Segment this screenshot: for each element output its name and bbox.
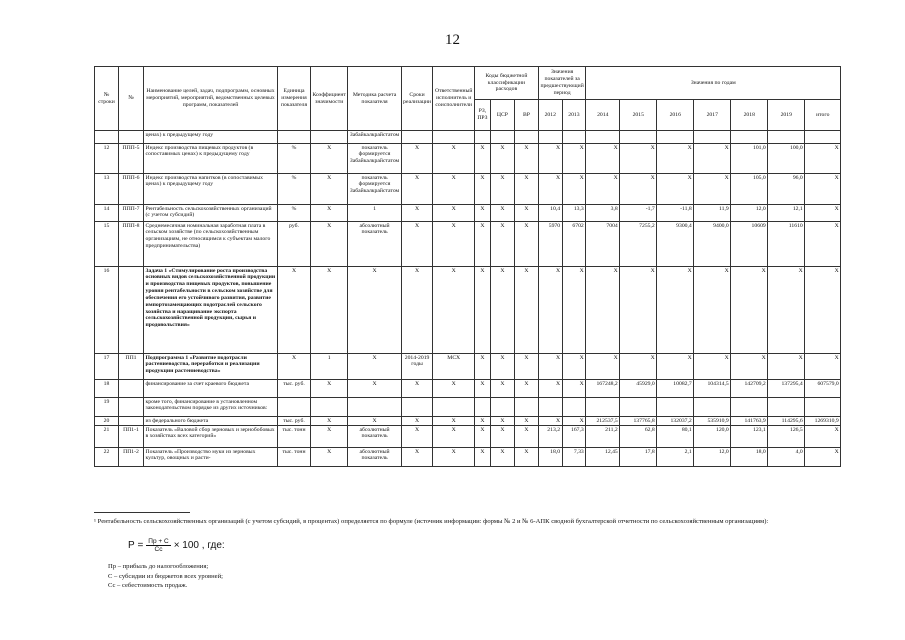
cell-method: абсолютный показатель: [348, 222, 401, 267]
cell-2017: Х: [694, 354, 731, 380]
cell-unit: тыс. руб.: [278, 380, 311, 398]
cell-2017: 12,0: [694, 448, 731, 467]
cell-responsible: Х: [433, 205, 474, 222]
cell-vr: Х: [514, 380, 538, 398]
cell-method: абсолютный показатель: [348, 426, 401, 448]
header-2012: 2012: [538, 100, 562, 131]
cell-code: ПП1-2: [119, 448, 144, 467]
cell-row-number: 18: [95, 380, 119, 398]
legend-item: С – субсидии из бюджетов всех уровней;: [108, 572, 223, 580]
cell-code: [119, 131, 144, 144]
cell-term: Х: [401, 417, 433, 426]
cell-term: Х: [401, 380, 433, 398]
cell-2019: Х: [768, 267, 805, 354]
cell-total: Х: [805, 354, 841, 380]
cell-method: абсолютный показатель: [348, 448, 401, 467]
table-row: [95, 131, 841, 144]
cell-2018: 18,0: [731, 448, 768, 467]
cell-vr: Х: [514, 417, 538, 426]
table-row: [95, 448, 841, 467]
cell-vr: Х: [514, 144, 538, 174]
cell-unit: тыс. тонн: [278, 448, 311, 467]
cell-2014: Х: [586, 267, 620, 354]
cell-code: ППП-5: [119, 144, 144, 174]
cell-coefficient: Х: [311, 426, 348, 448]
cell-2014: 167248,2: [586, 380, 620, 398]
cell-code: ППП-7: [119, 205, 144, 222]
header-2015: 2015: [620, 100, 657, 131]
cell-responsible: [433, 131, 474, 144]
cell-2016: Х: [657, 354, 694, 380]
cell-method: Х: [348, 354, 401, 380]
cell-code: ПП1: [119, 354, 144, 380]
cell-2019: [768, 131, 805, 144]
cell-2018: 123,1: [731, 426, 768, 448]
header-responsible: Ответственный исполнитель и соисполнители: [433, 67, 474, 131]
cell-2018: [731, 398, 768, 417]
cell-2014: Х: [586, 144, 620, 174]
cell-2015: 137765,8: [620, 417, 657, 426]
legend-item: Сс – себестоимость продаж.: [108, 582, 188, 590]
cell-vr: Х: [514, 222, 538, 267]
profitability-formula: [128, 538, 225, 553]
cell-2013: Х: [562, 354, 586, 380]
cell-total: Х: [805, 144, 841, 174]
page-number: 12: [445, 32, 460, 48]
cell-coefficient: Х: [311, 267, 348, 354]
cell-code: ПП1-1: [119, 426, 144, 448]
cell-2019: 114295,6: [768, 417, 805, 426]
cell-responsible: [433, 398, 474, 417]
cell-coefficient: Х: [311, 448, 348, 467]
cell-2012: Х: [538, 144, 562, 174]
cell-2018: 10609: [731, 222, 768, 267]
cell-rz: Х: [474, 417, 490, 426]
cell-2015: -1,7: [620, 205, 657, 222]
cell-2018: 105,0: [731, 174, 768, 205]
cell-name: Задача 1 «Стимулирование роста производства основных видов сельскохозяйственной продукции и производства пищевых продуктов, повышение уровня рентабельности в сельском хозяйстве для обеспечения его устойчивого развития, развитие импортозамещающих подотраслей сельского хозяйства и наращивание экспорта сельскохозяйственной продукции, сырья и продовольствия»: [144, 267, 278, 354]
table-row: [95, 426, 841, 448]
cell-method: показатель формируется Забайкалкрайстатом: [348, 144, 401, 174]
cell-unit: Х: [278, 267, 311, 354]
header-rz: РЗ, ПРЗ: [474, 100, 490, 131]
cell-2019: 12,1: [768, 205, 805, 222]
cell-rz: Х: [474, 426, 490, 448]
cell-2016: 9300,4: [657, 222, 694, 267]
cell-2015: [620, 131, 657, 144]
cell-unit: %: [278, 144, 311, 174]
cell-csr: Х: [490, 354, 514, 380]
header-csr: ЦСР: [490, 100, 514, 131]
cell-2012: 10,4: [538, 205, 562, 222]
cell-2012: [538, 131, 562, 144]
table-row: [95, 380, 841, 398]
cell-2013: Х: [562, 380, 586, 398]
cell-2014: 7004: [586, 222, 620, 267]
cell-coefficient: Х: [311, 222, 348, 267]
cell-rz: [474, 398, 490, 417]
cell-total: Х: [805, 267, 841, 354]
cell-csr: Х: [490, 267, 514, 354]
cell-term: [401, 131, 433, 144]
cell-2019: [768, 398, 805, 417]
cell-name: финансирование за счет краевого бюджета: [144, 380, 278, 398]
cell-2014: [586, 131, 620, 144]
cell-name: из федерального бюджета: [144, 417, 278, 426]
header-code: №: [119, 67, 144, 131]
cell-csr: Х: [490, 144, 514, 174]
cell-name: Показатель «Валовой сбор зерновых и зернобобовых в хозяйствах всех категорий»: [144, 426, 278, 448]
legend-item: Пр – прибыль до налогообложения;: [108, 563, 209, 570]
cell-2016: 2,1: [657, 448, 694, 467]
cell-2017: 120,0: [694, 426, 731, 448]
cell-2013: 167,3: [562, 426, 586, 448]
cell-2017: 11,9: [694, 205, 731, 222]
cell-term: Х: [401, 205, 433, 222]
cell-2017: [694, 131, 731, 144]
cell-rz: [474, 131, 490, 144]
cell-total: 607579,0: [805, 380, 841, 398]
cell-2018: 141763,9: [731, 417, 768, 426]
formula-denominator: Сс: [154, 546, 163, 553]
cell-2018: 142709,2: [731, 380, 768, 398]
cell-rz: Х: [474, 267, 490, 354]
cell-unit: [278, 398, 311, 417]
cell-row-number: 15: [95, 222, 119, 267]
table-row: [95, 354, 841, 380]
header-coefficient: Коэффициент значимости: [311, 67, 348, 131]
cell-2014: 212537,5: [586, 417, 620, 426]
cell-vr: Х: [514, 174, 538, 205]
cell-2016: [657, 398, 694, 417]
cell-rz: Х: [474, 448, 490, 467]
cell-total: [805, 398, 841, 417]
header-budget-codes: Коды бюджетной классификации расходов: [474, 67, 538, 100]
cell-total: Х: [805, 222, 841, 267]
cell-responsible: Х: [433, 174, 474, 205]
cell-code: [119, 417, 144, 426]
cell-csr: Х: [490, 380, 514, 398]
cell-name: Рентабельность сельскохозяйственных организаций (с учетом субсидий): [144, 205, 278, 222]
cell-coefficient: [311, 398, 348, 417]
cell-row-number: 19: [95, 398, 119, 417]
cell-coefficient: Х: [311, 144, 348, 174]
cell-term: Х: [401, 448, 433, 467]
header-values-by-year: Значения по годам: [586, 67, 841, 100]
header-unit: Единица измерения показателя: [278, 67, 311, 131]
cell-vr: Х: [514, 426, 538, 448]
cell-method: 1: [348, 205, 401, 222]
cell-vr: [514, 131, 538, 144]
cell-2013: 13,3: [562, 205, 586, 222]
cell-responsible: Х: [433, 267, 474, 354]
cell-method: показатель формируется Забайкалкрайстатом: [348, 174, 401, 205]
cell-responsible: Х: [433, 144, 474, 174]
cell-total: Х: [805, 448, 841, 467]
cell-2015: [620, 398, 657, 417]
cell-2014: [586, 398, 620, 417]
cell-coefficient: Х: [311, 205, 348, 222]
cell-2013: [562, 131, 586, 144]
header-2017: 2017: [694, 100, 731, 131]
cell-method: [348, 398, 401, 417]
cell-2019: 126,5: [768, 426, 805, 448]
cell-2016: Х: [657, 267, 694, 354]
cell-2013: 7,33: [562, 448, 586, 467]
cell-unit: тыс. руб.: [278, 417, 311, 426]
cell-csr: Х: [490, 448, 514, 467]
cell-2016: -11,8: [657, 205, 694, 222]
cell-2017: Х: [694, 267, 731, 354]
cell-responsible: Х: [433, 417, 474, 426]
cell-2017: 104314,5: [694, 380, 731, 398]
header-2014: 2014: [586, 100, 620, 131]
cell-2016: Х: [657, 144, 694, 174]
cell-2014: 3,8: [586, 205, 620, 222]
cell-row-number: 12: [95, 144, 119, 174]
cell-2012: [538, 398, 562, 417]
cell-name: Индекс производства напитков (в сопоставимых ценах) к предыдущему году: [144, 174, 278, 205]
cell-2014: Х: [586, 174, 620, 205]
header-2016: 2016: [657, 100, 694, 131]
cell-2013: Х: [562, 417, 586, 426]
cell-responsible: Х: [433, 448, 474, 467]
cell-total: Х: [805, 174, 841, 205]
cell-2014: 12,45: [586, 448, 620, 467]
cell-row-number: 17: [95, 354, 119, 380]
cell-rz: Х: [474, 354, 490, 380]
cell-responsible: Х: [433, 426, 474, 448]
cell-term: Х: [401, 174, 433, 205]
cell-term: Х: [401, 267, 433, 354]
cell-2013: 6702: [562, 222, 586, 267]
cell-2019: 4,0: [768, 448, 805, 467]
cell-rz: Х: [474, 174, 490, 205]
cell-method: Х: [348, 380, 401, 398]
header-term: Сроки реализации: [401, 67, 433, 131]
cell-2015: 62,8: [620, 426, 657, 448]
cell-unit: Х: [278, 354, 311, 380]
cell-2012: Х: [538, 354, 562, 380]
header-2019: 2019: [768, 100, 805, 131]
cell-unit: руб.: [278, 222, 311, 267]
cell-term: Х: [401, 426, 433, 448]
cell-2015: Х: [620, 354, 657, 380]
cell-coefficient: 1: [311, 354, 348, 380]
cell-2018: 101,0: [731, 144, 768, 174]
cell-method: Забайкалкрайстатом: [348, 131, 401, 144]
cell-vr: Х: [514, 267, 538, 354]
cell-2018: Х: [731, 354, 768, 380]
table-row: [95, 205, 841, 222]
cell-csr: [490, 398, 514, 417]
cell-2012: 213,2: [538, 426, 562, 448]
cell-row-number: 21: [95, 426, 119, 448]
cell-2012: Х: [538, 417, 562, 426]
cell-name: кроме того, финансирование в установленном законодательством порядке из других источников:: [144, 398, 278, 417]
cell-2019: 96,0: [768, 174, 805, 205]
cell-row-number: 14: [95, 205, 119, 222]
cell-responsible: МСХ: [433, 354, 474, 380]
cell-rz: Х: [474, 380, 490, 398]
cell-2016: 10082,7: [657, 380, 694, 398]
cell-2013: Х: [562, 144, 586, 174]
cell-total: [805, 131, 841, 144]
cell-term: 2014-2019 годы: [401, 354, 433, 380]
cell-2017: Х: [694, 174, 731, 205]
cell-row-number: 22: [95, 448, 119, 467]
table-row: [95, 222, 841, 267]
cell-csr: Х: [490, 222, 514, 267]
cell-2015: 17,8: [620, 448, 657, 467]
cell-2012: Х: [538, 380, 562, 398]
cell-coefficient: Х: [311, 417, 348, 426]
cell-method: Х: [348, 417, 401, 426]
cell-2019: Х: [768, 354, 805, 380]
cell-2018: Х: [731, 267, 768, 354]
cell-2017: [694, 398, 731, 417]
cell-responsible: Х: [433, 380, 474, 398]
cell-code: [119, 380, 144, 398]
cell-method: Х: [348, 267, 401, 354]
cell-2016: 80,1: [657, 426, 694, 448]
cell-term: Х: [401, 222, 433, 267]
cell-csr: Х: [490, 205, 514, 222]
cell-coefficient: [311, 131, 348, 144]
cell-name: Подпрограмма 1 «Развитие подотрасли растениеводства, переработки и реализации продукции растениеводства»: [144, 354, 278, 380]
cell-csr: Х: [490, 417, 514, 426]
cell-2015: Х: [620, 144, 657, 174]
cell-total: Х: [805, 205, 841, 222]
cell-code: ППП-6: [119, 174, 144, 205]
cell-name: Показатель «Производство муки из зерновых культур, овощных и расти-: [144, 448, 278, 467]
header-method: Методика расчета показателя: [348, 67, 401, 131]
footnote-divider: [94, 512, 190, 513]
cell-total: Х: [805, 426, 841, 448]
header-2018: 2018: [731, 100, 768, 131]
cell-2012: Х: [538, 174, 562, 205]
cell-2012: 18,0: [538, 448, 562, 467]
table-row: [95, 267, 841, 354]
cell-2014: 211,2: [586, 426, 620, 448]
cell-2018: 12,0: [731, 205, 768, 222]
cell-rz: Х: [474, 222, 490, 267]
cell-2016: [657, 131, 694, 144]
cell-2019: 137295,4: [768, 380, 805, 398]
cell-2013: Х: [562, 174, 586, 205]
cell-name: ценах) к предыдущему году: [144, 131, 278, 144]
cell-vr: [514, 398, 538, 417]
formula-legend: [108, 562, 223, 591]
cell-unit: тыс. тонн: [278, 426, 311, 448]
cell-2015: 45929,0: [620, 380, 657, 398]
formula-fraction: [146, 538, 170, 553]
cell-row-number: [95, 131, 119, 144]
cell-2015: Х: [620, 174, 657, 205]
table-row: [95, 398, 841, 417]
cell-unit: %: [278, 174, 311, 205]
cell-coefficient: Х: [311, 380, 348, 398]
cell-2019: 100,0: [768, 144, 805, 174]
cell-2019: 11610: [768, 222, 805, 267]
table-row: [95, 174, 841, 205]
cell-csr: Х: [490, 174, 514, 205]
cell-unit: %: [278, 205, 311, 222]
cell-csr: [490, 131, 514, 144]
cell-coefficient: Х: [311, 174, 348, 205]
cell-2012: Х: [538, 267, 562, 354]
indicators-table: [94, 66, 841, 467]
cell-term: Х: [401, 144, 433, 174]
header-total: итого: [805, 100, 841, 131]
formula-lhs: Р =: [128, 540, 144, 551]
cell-2017: Х: [694, 144, 731, 174]
cell-code: ППП-8: [119, 222, 144, 267]
header-row-no: № строки: [95, 67, 119, 131]
cell-vr: Х: [514, 205, 538, 222]
cell-code: [119, 267, 144, 354]
formula-rhs: × 100 , где:: [173, 540, 225, 551]
cell-2013: Х: [562, 267, 586, 354]
cell-2018: [731, 131, 768, 144]
cell-term: [401, 398, 433, 417]
cell-responsible: Х: [433, 222, 474, 267]
cell-unit: [278, 131, 311, 144]
cell-name: Среднемесячная номинальная заработная плата в сельском хозяйстве (по сельскохозяйственным организациям, не относящимся к субъектам малого предпринимательства): [144, 222, 278, 267]
cell-2017: 535910,9: [694, 417, 731, 426]
cell-2015: Х: [620, 267, 657, 354]
formula-numerator: Пр + С: [148, 538, 169, 545]
cell-csr: Х: [490, 426, 514, 448]
table-row: [95, 417, 841, 426]
header-2013: 2013: [562, 100, 586, 131]
cell-vr: Х: [514, 448, 538, 467]
cell-row-number: 20: [95, 417, 119, 426]
header-vr: ВР: [514, 100, 538, 131]
cell-2012: 5970: [538, 222, 562, 267]
cell-2016: Х: [657, 174, 694, 205]
cell-2015: 7255,2: [620, 222, 657, 267]
cell-rz: Х: [474, 205, 490, 222]
cell-2013: [562, 398, 586, 417]
cell-code: [119, 398, 144, 417]
header-previous-period: Значения показателей за предшествующий период: [538, 67, 585, 100]
header-name: Наименование целей, задач, подпрограмм, основных мероприятий, мероприятий, ведомственных целевых программ, показателей: [144, 67, 278, 131]
table-row: [95, 144, 841, 174]
cell-vr: Х: [514, 354, 538, 380]
cell-2014: Х: [586, 354, 620, 380]
cell-row-number: 13: [95, 174, 119, 205]
cell-total: 1269310,9: [805, 417, 841, 426]
cell-2017: 9400,0: [694, 222, 731, 267]
cell-rz: Х: [474, 144, 490, 174]
cell-name: Индекс производства пищевых продуктов (в сопоставимых ценах) к предыдущему году: [144, 144, 278, 174]
cell-row-number: 16: [95, 267, 119, 354]
cell-2016: 132037,2: [657, 417, 694, 426]
footnote-text: ¹ Рентабельность сельскохозяйственных организаций (с учетом субсидий, в процентах) определяется по формуле (источник информации: формы № 2 и № 6-АПК сводной бухгалтерской отчетности по сельскохозяйственным организациям):: [94, 518, 769, 525]
